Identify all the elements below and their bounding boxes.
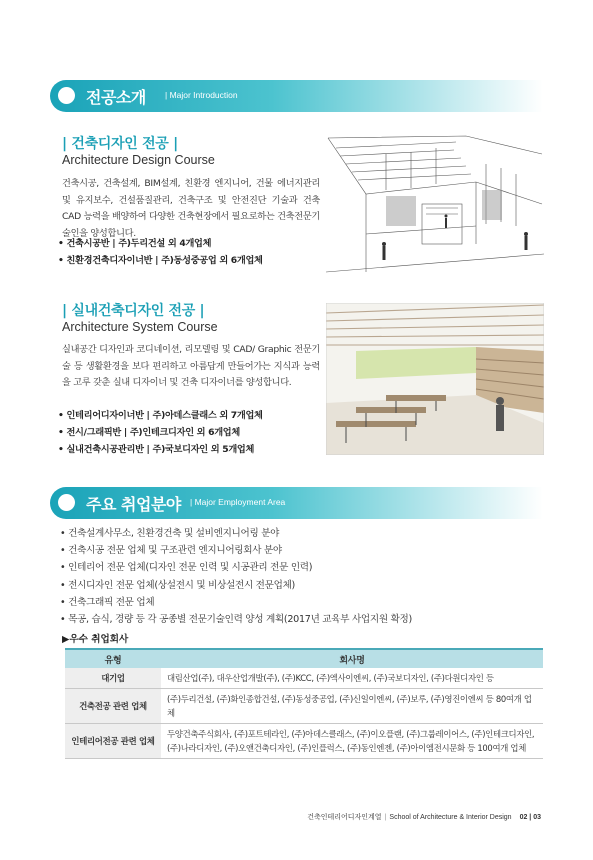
- column-header: 유형: [65, 649, 161, 668]
- list-item: • 친환경건축디자이너반 | 주)동성중공업 외 6개업체: [58, 253, 263, 270]
- table-cell-names: 대림산업(주), 대우산업개발(주), (주)KCC, (주)엑사이엔씨, (주)국보디자인, (주)다원디자인 등: [161, 668, 543, 689]
- list-item: • 실내건축시공관리반 | 주)국보디자인 외 5개업체: [58, 442, 263, 459]
- table-header-row: [65, 649, 543, 668]
- column-header: 회사명: [161, 649, 543, 668]
- section-header-intro: [50, 80, 543, 112]
- list-item: • 전시디자인 전문 업체(상설전시 및 비상설전시 전문업체): [60, 577, 412, 594]
- list-item: • 인테리어디자이너반 | 주)아데스클래스 외 7개업체: [58, 408, 263, 425]
- footer-divider: |: [384, 814, 387, 821]
- section-header-employment: [50, 487, 543, 519]
- section-title: 주요 취업분야: [86, 495, 181, 514]
- major-english-title: Architecture System Course: [62, 320, 218, 334]
- list-item: • 전시/그래픽반 | 주)인테크디자인 외 6개업체: [58, 425, 263, 442]
- list-item: • 건축그래픽 전문 업체: [60, 594, 412, 611]
- interior-design-image: [326, 303, 544, 455]
- page-footer: [307, 812, 541, 822]
- major-description: 건축시공, 건축설계, BIM설계, 친환경 엔지니어, 건물 에너지관리 및 유지보수, 건설품질관리, 건축구조 및 안전진단 기술과 건축 CAD 능력을 배양하여 다양한 건축현장에서 필요로하는 건축전문기술인을 양성합니다.: [62, 178, 320, 239]
- employment-list: [60, 525, 412, 628]
- list-item: • 건축시공 전문 업체 및 구조관련 엔지니어링회사 분야: [60, 542, 412, 559]
- major-bullets: [58, 236, 263, 270]
- architecture-sketch-image: [326, 134, 544, 276]
- major-bullets: [58, 408, 263, 458]
- table-cell-type: 건축전공 관련 업체: [65, 689, 161, 724]
- section-subtitle: | Major Introduction: [165, 90, 238, 100]
- table-cell-type: 대기업: [65, 668, 161, 689]
- list-item: • 건축설계사무소, 친환경건축 및 설비엔지니어링 분야: [60, 525, 412, 542]
- table-cell-type: 인테리어전공 관련 업체: [65, 724, 161, 759]
- table-row: [65, 689, 543, 724]
- major-description: 실내공간 디자인과 코디네이션, 리모델링 및 CAD/ Graphic 전문기술 등 생활환경을 보다 편리하고 아름답게 만들어가는 지식과 능력을 고루 갖춘 실내 디자이너 및 건축 디자이너를 양성합니다.: [62, 344, 320, 388]
- section-title: 전공소개: [86, 88, 146, 107]
- list-item: • 인테리어 전문 업체(디자인 전문 인력 및 시공관리 전문 인력): [60, 559, 412, 576]
- table-row: [65, 668, 543, 689]
- page-numbers: 02 | 03: [519, 814, 541, 821]
- table-cell-names: (주)두리건설, (주)화인종합건설, (주)동성중공업, (주)신일이엔씨, (주)보루, (주)영진이엔씨 등 80여개 업체: [161, 689, 543, 724]
- table-row: [65, 724, 543, 759]
- major-title: | 실내건축디자인 전공 |: [62, 303, 205, 319]
- footer-department: 건축인테리어디자인계열: [307, 814, 382, 821]
- circle-bullet-icon: [58, 494, 75, 511]
- circle-bullet-icon: [58, 87, 75, 104]
- table-title: ▶우수 취업회사: [62, 634, 129, 645]
- footer-school: School of Architecture & Interior Design: [389, 814, 512, 821]
- major-title: | 건축디자인 전공 |: [62, 136, 178, 152]
- list-item: • 건축시공반 | 주)두리건설 외 4개업체: [58, 236, 263, 253]
- major-english-title: Architecture Design Course: [62, 153, 215, 167]
- list-item: • 목공, 습식, 경량 등 각 공종별 전문기술인력 양성 계획(2017년 교육부 사업지원 확정): [60, 611, 412, 628]
- table-cell-names: 두양건축주식회사, (주)포트테라인, (주)아데스클래스, (주)이오플랜, (주)그룹레이어스, (주)인테크디자인, (주)나라디자인, (주)오앤건축디자인, (주)인플럭스, (주)동인엔젠, (주)아이엠전시문화 등 100여개 업체: [161, 724, 543, 759]
- section-subtitle: | Major Employment Area: [190, 497, 286, 507]
- companies-table: [65, 648, 543, 759]
